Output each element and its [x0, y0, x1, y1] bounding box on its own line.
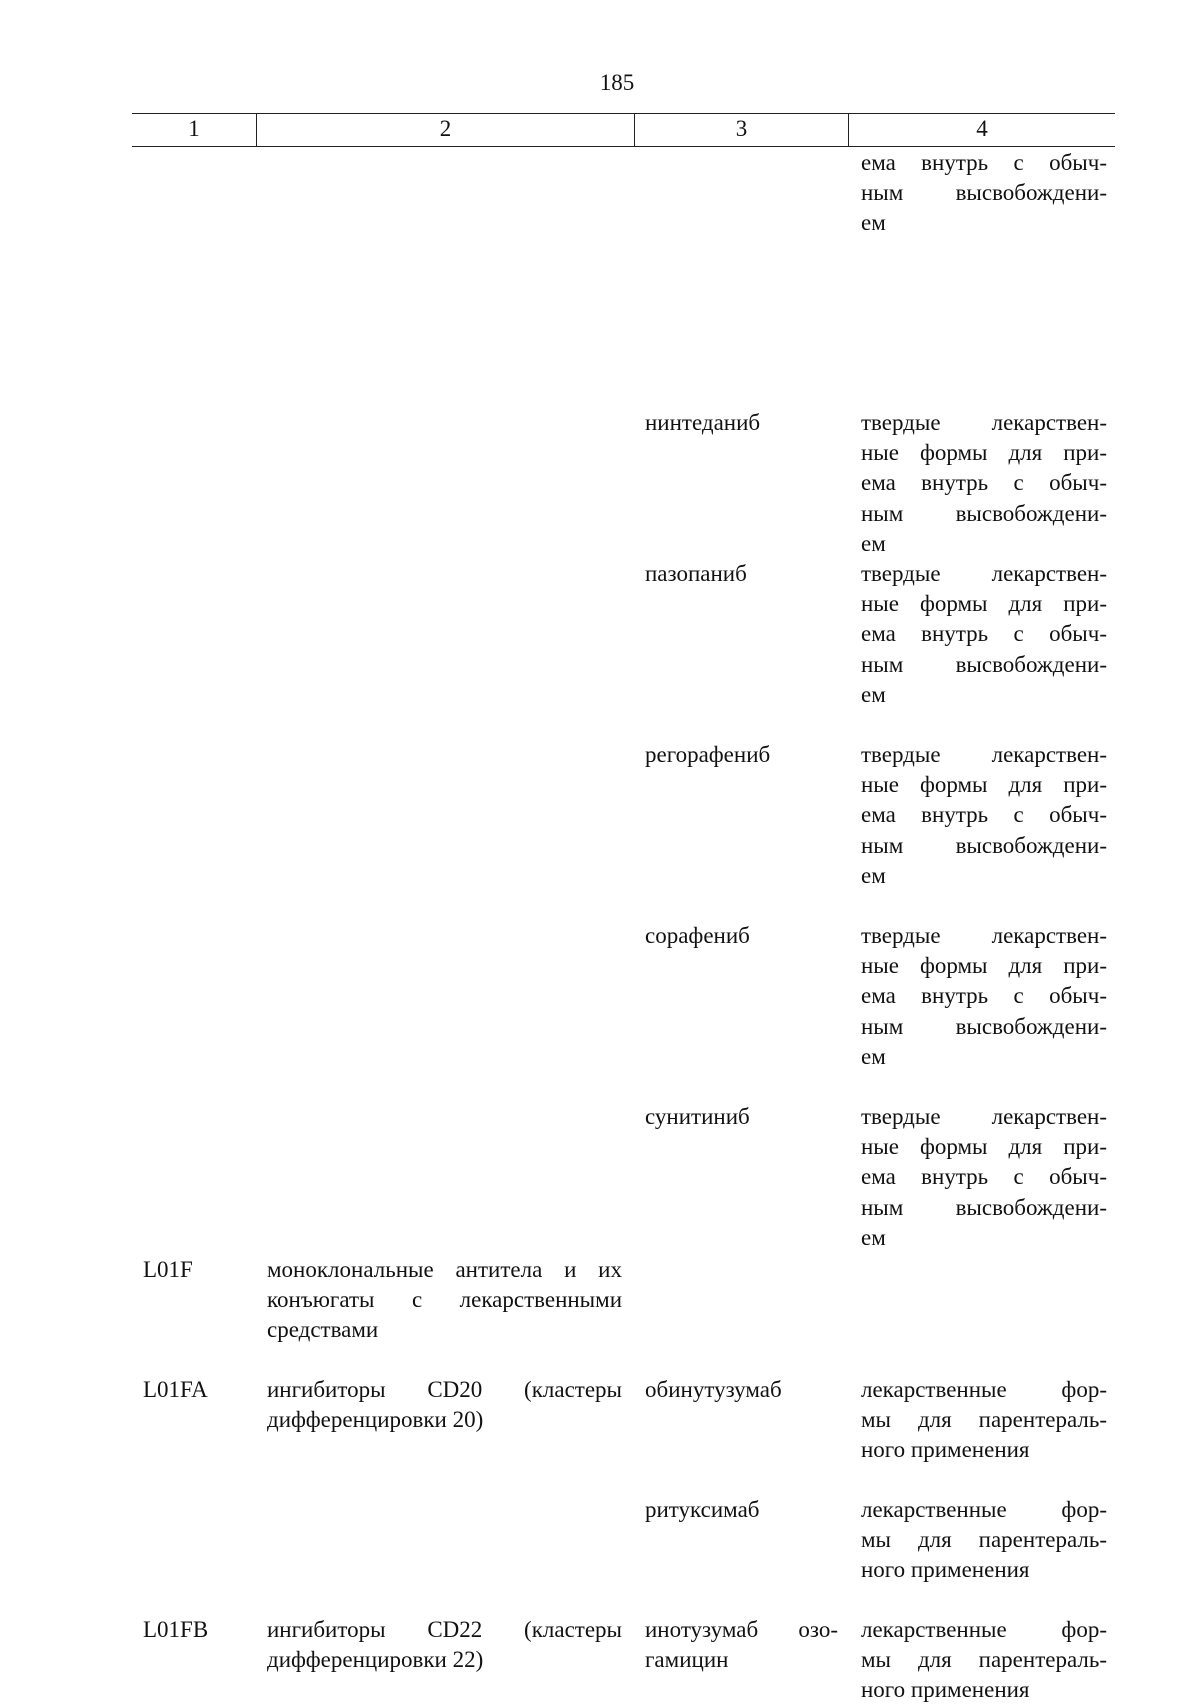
drug-cell-line: сунитиниб: [645, 1104, 750, 1129]
dosage-form-cell-line: мы для парентераль-: [861, 1407, 1107, 1433]
dosage-form-cell-line: твердые лекарствен-: [861, 1104, 1107, 1129]
drug-cell: [645, 740, 838, 770]
drug-cell: [645, 1102, 838, 1132]
drug-cell-line: нинтеданиб: [645, 410, 761, 435]
dosage-form-cell-line: ем: [861, 210, 886, 236]
dosage-form-cell-line: ного применения: [861, 1437, 1030, 1463]
dosage-form-cell-line: ема внутрь с обыч-: [861, 983, 1107, 1009]
drug-cell-line: регорафениб: [645, 742, 771, 767]
drug-cell: [645, 921, 838, 951]
dosage-form-cell-line: ного применения: [861, 1677, 1030, 1703]
dosage-form-cell: [861, 740, 1107, 891]
dosage-form-cell-line: твердые лекарствен-: [861, 561, 1107, 586]
dosage-form-cell-line: ным высвобождени-: [861, 832, 1107, 858]
dosage-form-cell: [861, 408, 1107, 559]
header-col-2: 2: [256, 114, 634, 146]
medication-table: [132, 113, 1115, 1703]
dosage-form-cell-line: ем: [861, 681, 886, 707]
group-cell: [267, 1255, 622, 1346]
dosage-form-cell: [861, 1615, 1107, 1706]
drug-cell-line: обинутузумаб: [645, 1377, 782, 1402]
drug-cell: [645, 1615, 838, 1675]
group-cell-line: дифференцировки 20): [267, 1407, 484, 1433]
header-col-4: 4: [848, 114, 1115, 146]
dosage-form-cell-line: ным высвобождени-: [861, 1013, 1107, 1039]
group-cell-line: средствами: [267, 1317, 379, 1343]
dosage-form-cell: [861, 1495, 1107, 1586]
page-number: 185: [599, 70, 635, 95]
dosage-form-cell-line: ема внутрь с обыч-: [861, 1164, 1107, 1190]
dosage-form-cell-line: мы для парентераль-: [861, 1647, 1107, 1673]
dosage-form-cell-line: лекарственные фор-: [861, 1377, 1107, 1402]
dosage-form-cell-line: лекарственные фор-: [861, 1617, 1107, 1642]
group-cell: [267, 1375, 622, 1435]
dosage-form-cell-line: ным высвобождени-: [861, 651, 1107, 677]
dosage-form-cell-line: ным высвобождени-: [861, 180, 1107, 206]
group-cell-line: конъюгаты с лекарственными: [267, 1287, 622, 1313]
drug-cell-line: гамицин: [645, 1647, 729, 1673]
dosage-form-cell-line: ным высвобождени-: [861, 1194, 1107, 1220]
group-cell-line: дифференцировки 22): [267, 1647, 484, 1673]
table-header: [132, 113, 1115, 147]
dosage-form-cell-line: ные формы для при-: [861, 1134, 1107, 1160]
dosage-form-cell-line: твердые лекарствен-: [861, 923, 1107, 948]
dosage-form-cell-line: ема внутрь с обыч-: [861, 621, 1107, 647]
drug-cell-line: сорафениб: [645, 923, 750, 948]
dosage-form-cell-line: ем: [861, 530, 886, 556]
dosage-form-cell-line: мы для парентераль-: [861, 1527, 1107, 1553]
group-cell: [267, 1615, 622, 1675]
drug-cell: [645, 559, 838, 589]
drug-cell-line: пазопаниб: [645, 561, 747, 586]
dosage-form-cell-line: ема внутрь с обыч-: [861, 802, 1107, 828]
dosage-form-cell-line: ные формы для при-: [861, 591, 1107, 617]
drug-cell: [645, 1495, 838, 1525]
dosage-form-cell: [861, 148, 1107, 239]
dosage-form-cell-line: ема внутрь с обыч-: [861, 470, 1107, 496]
drug-cell-line: ритуксимаб: [645, 1497, 760, 1522]
group-cell-line: моноклональные антитела и их: [267, 1257, 622, 1282]
group-cell-line: ингибиторы CD22 (кластеры: [267, 1617, 622, 1642]
dosage-form-cell-line: ем: [861, 1043, 886, 1069]
dosage-form-cell-line: ным высвобождени-: [861, 500, 1107, 526]
dosage-form-cell: [861, 1102, 1107, 1253]
dosage-form-cell: [861, 559, 1107, 710]
header-col-3: 3: [634, 114, 848, 146]
header-col-1: 1: [188, 116, 200, 141]
drug-cell: [645, 1375, 838, 1405]
dosage-form-cell: [861, 1375, 1107, 1466]
dosage-form-cell-line: ные формы для при-: [861, 953, 1107, 979]
dosage-form-cell-line: ного применения: [861, 1557, 1030, 1583]
group-cell-line: ингибиторы CD20 (кластеры: [267, 1377, 622, 1402]
code-cell: L01F: [143, 1257, 193, 1282]
dosage-form-cell-line: твердые лекарствен-: [861, 410, 1107, 435]
dosage-form-cell-line: ема внутрь с обыч-: [861, 150, 1107, 175]
dosage-form-cell-line: твердые лекарствен-: [861, 742, 1107, 767]
code-cell: L01FA: [143, 1377, 208, 1402]
dosage-form-cell-line: ные формы для при-: [861, 440, 1107, 466]
drug-cell-line: инотузумаб озо-: [645, 1617, 838, 1642]
dosage-form-cell-line: ем: [861, 1224, 886, 1250]
code-cell: L01FB: [143, 1617, 209, 1642]
dosage-form-cell-line: лекарственные фор-: [861, 1497, 1107, 1522]
dosage-form-cell-line: ные формы для при-: [861, 772, 1107, 798]
drug-cell: [645, 408, 838, 438]
dosage-form-cell: [861, 921, 1107, 1072]
dosage-form-cell-line: ем: [861, 862, 886, 888]
